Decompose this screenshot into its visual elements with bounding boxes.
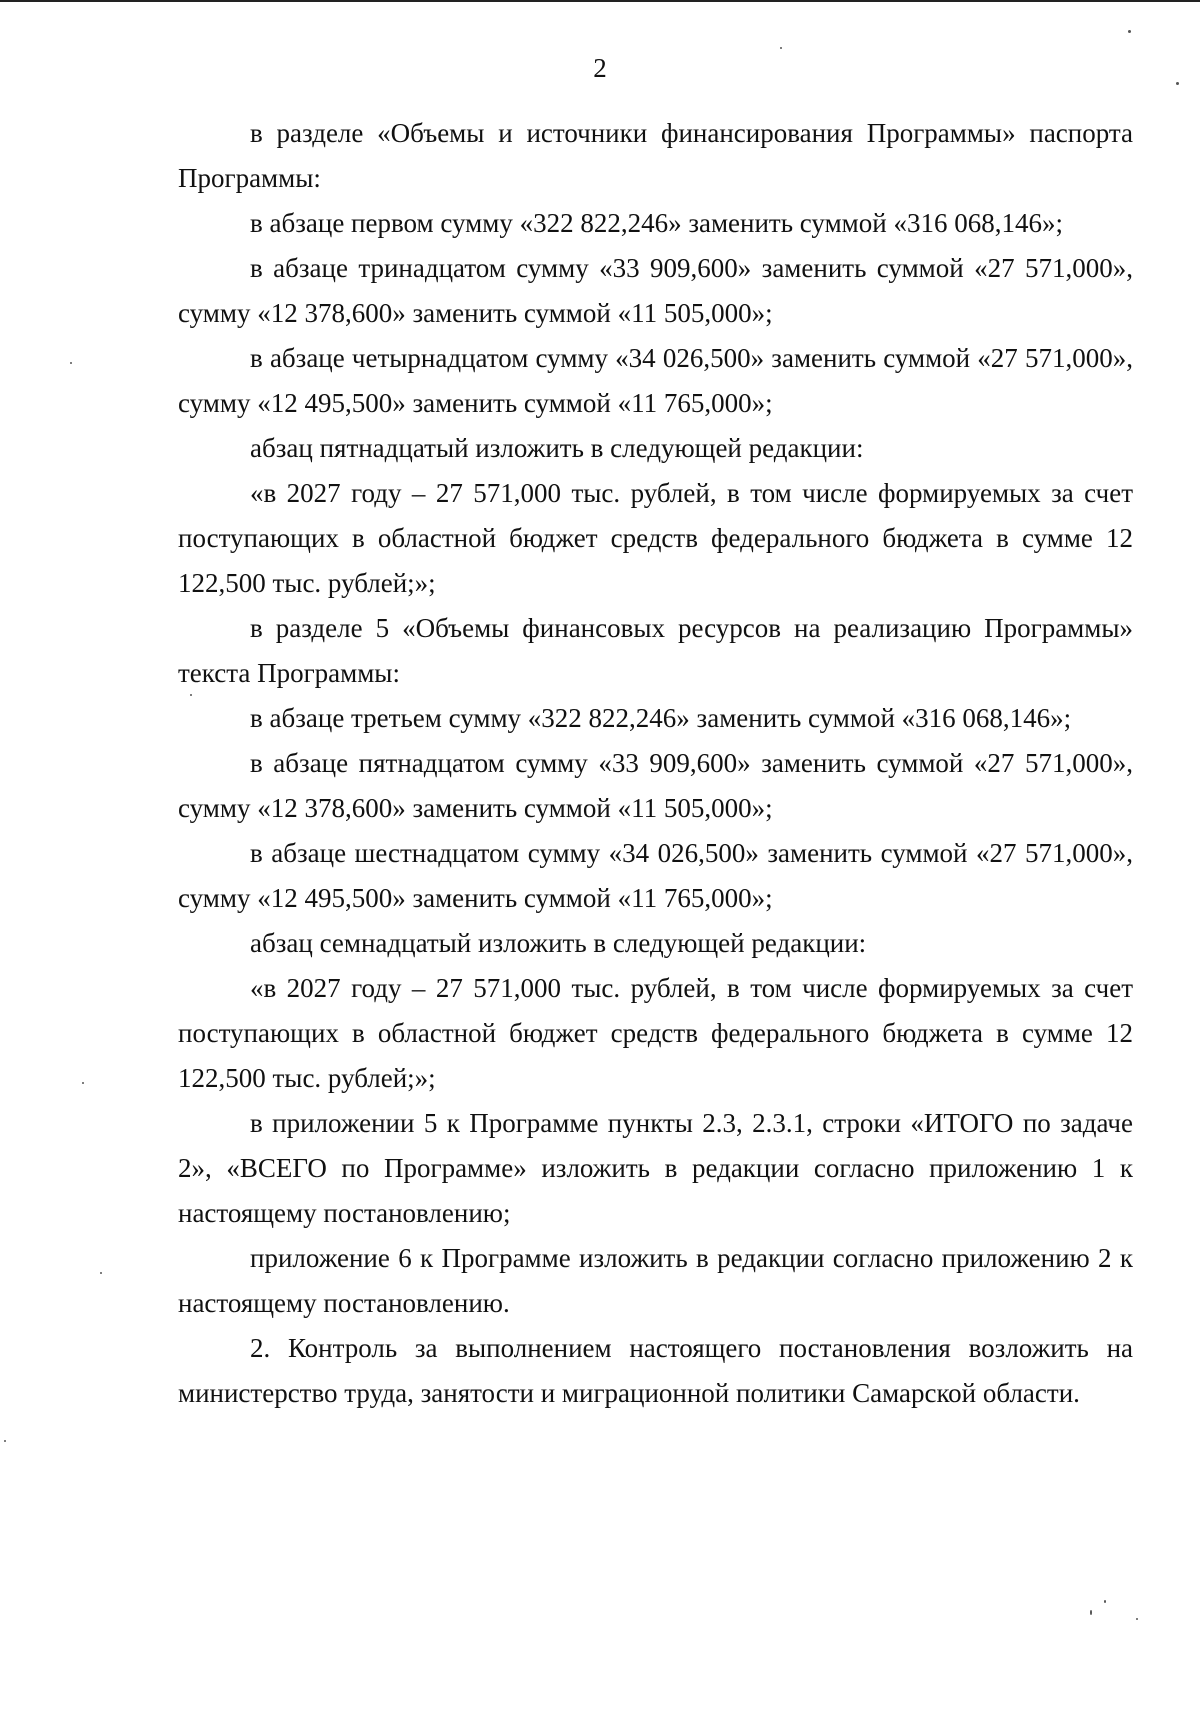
page-number: 2 (593, 53, 607, 83)
scan-speck (780, 47, 782, 49)
top-border-line (0, 0, 1200, 2)
paragraph-abzac-3: в абзаце третьем сумму «322 822,246» заменить суммой «316 068,146»; (250, 703, 1072, 733)
scan-speck (82, 1082, 84, 1084)
paragraph-abzac-17-text: «в 2027 году – 27 571,000 тыс. рублей, в том числе формируемых за счет поступающих в областной бюджет средств федерального бюджета в сумме 12 122,500 тыс. рублей;»; (178, 973, 1133, 1093)
document-body (178, 111, 1133, 1416)
paragraph-control-clause: 2. Контроль за выполнением настоящего постановления возложить на министерство труда, занятости и миграционной политики Самарской области. (178, 1333, 1133, 1408)
scan-speck (1176, 82, 1179, 85)
scan-speck (1104, 1600, 1106, 1603)
scan-speck (1090, 1610, 1092, 1615)
paragraph-abzac-15-intro: абзац пятнадцатый изложить в следующей редакции: (250, 433, 864, 463)
paragraph-abzac-1: в абзаце первом сумму «322 822,246» заменить суммой «316 068,146»; (250, 208, 1063, 238)
paragraph-abzac-13: в абзаце тринадцатом сумму «33 909,600» заменить суммой «27 571,000», сумму «12 378,600» заменить суммой «11 505,000»; (178, 253, 1133, 328)
scan-speck (1136, 1618, 1138, 1620)
paragraph-abzac-16: в абзаце шестнадцатом сумму «34 026,500» заменить суммой «27 571,000», сумму «12 495,500» заменить суммой «11 765,000»; (178, 838, 1133, 913)
paragraph-section-5: в разделе 5 «Объемы финансовых ресурсов на реализацию Программы» текста Программы: (178, 613, 1133, 688)
scan-speck (70, 362, 72, 364)
paragraph-abzac-15-text: «в 2027 году – 27 571,000 тыс. рублей, в том числе формируемых за счет поступающих в областной бюджет средств федерального бюджета в сумме 12 122,500 тыс. рублей;»; (178, 478, 1133, 598)
paragraph-section-passport: в разделе «Объемы и источники финансирования Программы» паспорта Программы: (178, 118, 1133, 193)
paragraph-abzac-15b: в абзаце пятнадцатом сумму «33 909,600» заменить суммой «27 571,000», сумму «12 378,600» заменить суммой «11 505,000»; (178, 748, 1133, 823)
paragraph-abzac-14: в абзаце четырнадцатом сумму «34 026,500» заменить суммой «27 571,000», сумму «12 495,500» заменить суммой «11 765,000»; (178, 343, 1133, 418)
paragraph-appendix-6: приложение 6 к Программе изложить в редакции согласно приложению 2 к настоящему постановлению. (178, 1243, 1133, 1318)
paragraph-abzac-17-intro: абзац семнадцатый изложить в следующей редакции: (250, 928, 867, 958)
scan-speck (4, 1440, 6, 1442)
scan-speck (1128, 30, 1131, 33)
scan-speck (100, 1272, 102, 1274)
paragraph-appendix-5: в приложении 5 к Программе пункты 2.3, 2.3.1, строки «ИТОГО по задаче 2», «ВСЕГО по Программе» изложить в редакции согласно приложению 1 к настоящему постановлению; (178, 1108, 1133, 1228)
scan-speck (190, 694, 192, 696)
